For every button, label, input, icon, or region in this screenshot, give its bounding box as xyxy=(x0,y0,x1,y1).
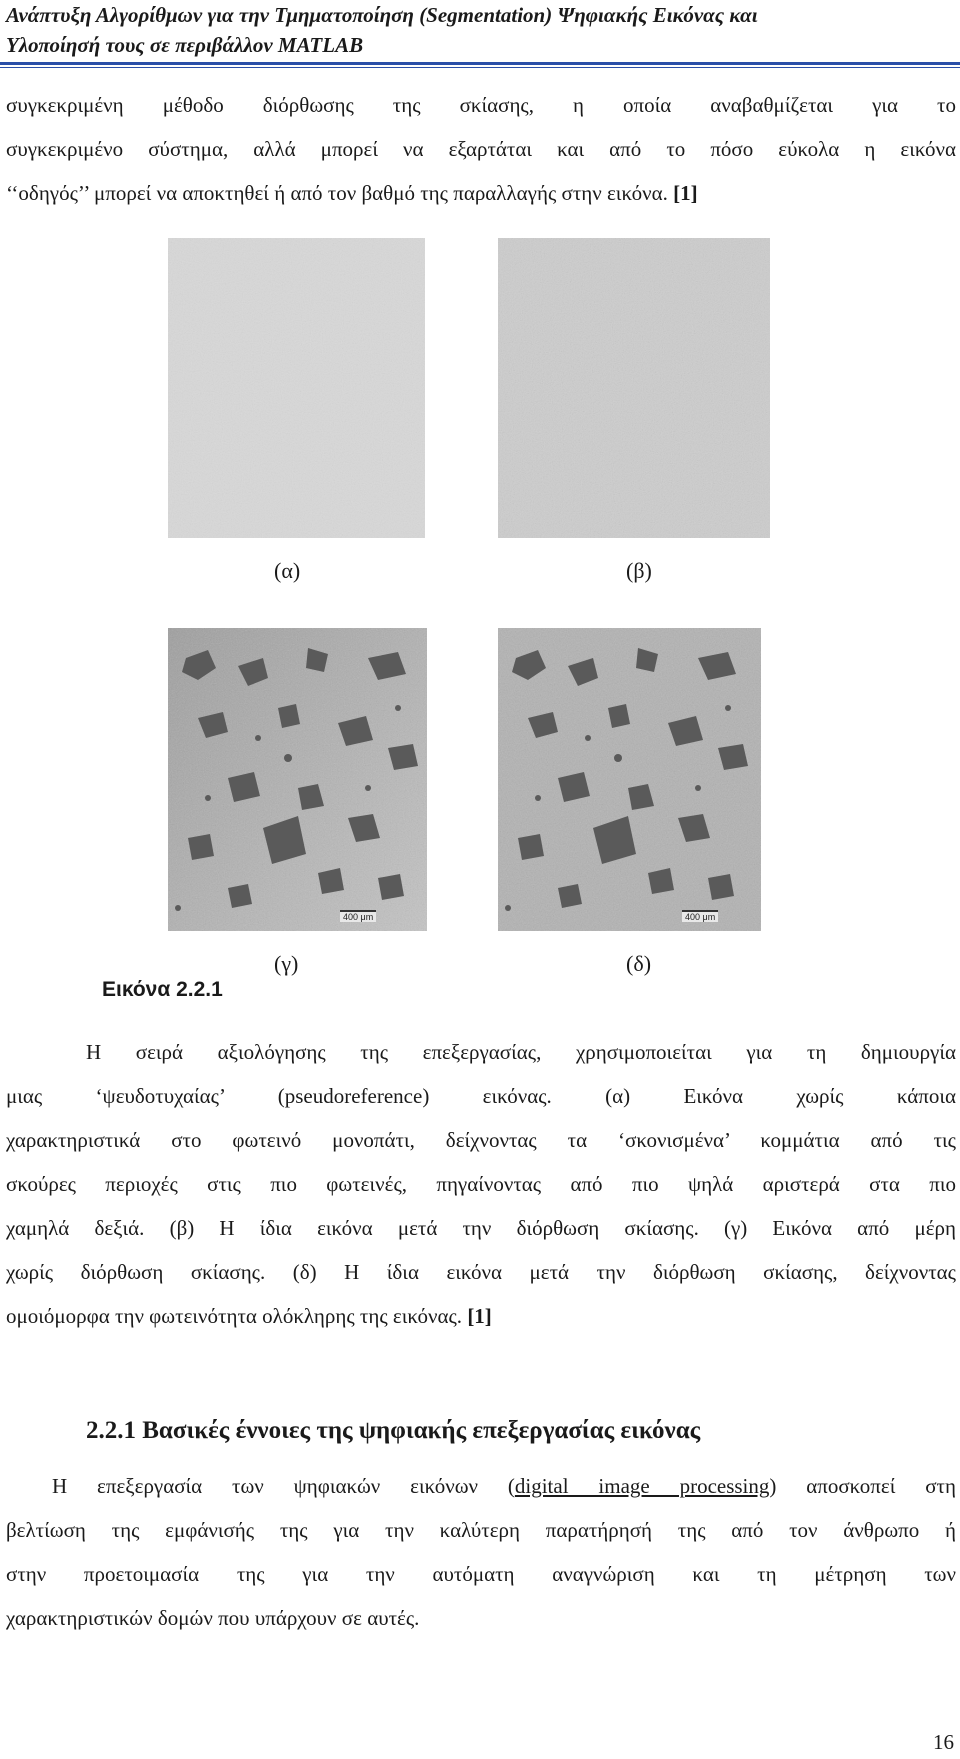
caption-text: ομοιόμορφα την φωτεινότητα ολόκληρης της εικόνας. xyxy=(6,1304,463,1328)
section-heading: 2.2.1 Βασικές έννοιες της ψηφιακής επεξεργασίας εικόνας xyxy=(86,1417,701,1444)
figure-caption xyxy=(6,1030,956,1338)
scale-bar-label-c: 400 μm xyxy=(340,910,376,922)
caption-line: χαρακτηριστικά στο φωτεινό μονοπάτι, δείχνοντας τα ‘σκονισμένα’ κομμάτια από τις xyxy=(6,1128,956,1152)
panel-d-micrograph xyxy=(498,628,761,931)
header-title-line1: Ανάπτυξη Αλγορίθμων για την Τμηματοποίηση (Segmentation) Ψηφιακής Εικόνας και xyxy=(6,3,758,27)
panel-c-micrograph xyxy=(168,628,427,931)
figure-caption-label: Εικόνα 2.2.1 xyxy=(102,978,223,1001)
paragraph-line: χαρακτηριστικών δομών που υπάρχουν σε αυτές. xyxy=(6,1606,420,1630)
paragraph-section xyxy=(6,1464,956,1640)
paragraph-line: συγκεκριμένο σύστημα, αλλά μπορεί να εξαρτάται και από το πόσο εύκολα η εικόνα xyxy=(6,137,956,161)
panel-a-texture xyxy=(168,238,425,538)
caption-line: χαμηλά δεξιά. (β) Η ίδια εικόνα μετά την διόρθωση σκίασης. (γ) Εικόνα από μέρη xyxy=(6,1216,956,1240)
paragraph-text: ‘‘οδηγός’’ μπορεί να αποκτηθεί ή από τον βαθμό της παραλλαγής στην εικόνα. xyxy=(6,181,668,205)
page-number: 16 xyxy=(933,1730,954,1754)
figure-panel-c xyxy=(168,628,427,931)
subfigure-label-c: (γ) xyxy=(274,951,299,976)
paragraph-text: ) αποσκοπεί στη xyxy=(769,1474,956,1498)
paragraph-line: βελτίωση της εμφάνισής της για την καλύτερη παρατήρησή της από τον άνθρωπο ή xyxy=(6,1518,956,1542)
citation-ref: [1] xyxy=(673,181,698,205)
paragraph-line: στην προετοιμασία της για την αυτόματη αναγνώριση και τη μέτρηση των xyxy=(6,1562,956,1586)
subfigure-label-d: (δ) xyxy=(626,951,652,976)
paragraph-line xyxy=(6,171,956,215)
subfigure-label-a: (α) xyxy=(274,558,301,583)
subfigure-label-b: (β) xyxy=(626,558,652,583)
citation-ref: [1] xyxy=(467,1304,492,1328)
figure-panel-d xyxy=(498,628,761,931)
header-title xyxy=(6,0,956,60)
term-link[interactable]: digital image processing xyxy=(514,1474,770,1498)
caption-line: σκούρες περιοχές στις πιο φωτεινές, πηγαίνοντας από πιο ψηλά αριστερά στα πιο xyxy=(6,1172,956,1196)
header-title-line2: Υλοποίησή τους σε περιβάλλον MATLAB xyxy=(6,33,364,57)
panel-b-texture xyxy=(498,238,770,538)
header-rule-thick xyxy=(0,62,960,65)
paragraph-line xyxy=(6,1464,956,1508)
paragraph-intro xyxy=(6,83,956,215)
figure-panel-b xyxy=(498,238,770,538)
paragraph-text: Η επεξεργασία των ψηφιακών εικόνων ( xyxy=(52,1474,515,1498)
paragraph-line: συγκεκριμένη μέθοδο διόρθωσης της σκίασης, η οποία αναβαθμίζεται για το xyxy=(6,93,956,117)
caption-line: χωρίς διόρθωση σκίασης. (δ) Η ίδια εικόνα μετά την διόρθωση σκίασης, δείχνοντας xyxy=(6,1260,956,1284)
caption-line xyxy=(6,1294,956,1338)
caption-line: Η σειρά αξιολόγησης της επεξεργασίας, χρησιμοποιείται για τη δημιουργία xyxy=(86,1040,956,1064)
scale-bar-label-d: 400 μm xyxy=(682,910,718,922)
header-rule-thin xyxy=(0,67,960,68)
figure-panel-a xyxy=(168,238,425,538)
caption-line: μιας ‘ψευδοτυχαίας’ (pseudoreference) εικόνας. (α) Εικόνα χωρίς κάποια xyxy=(6,1084,956,1108)
